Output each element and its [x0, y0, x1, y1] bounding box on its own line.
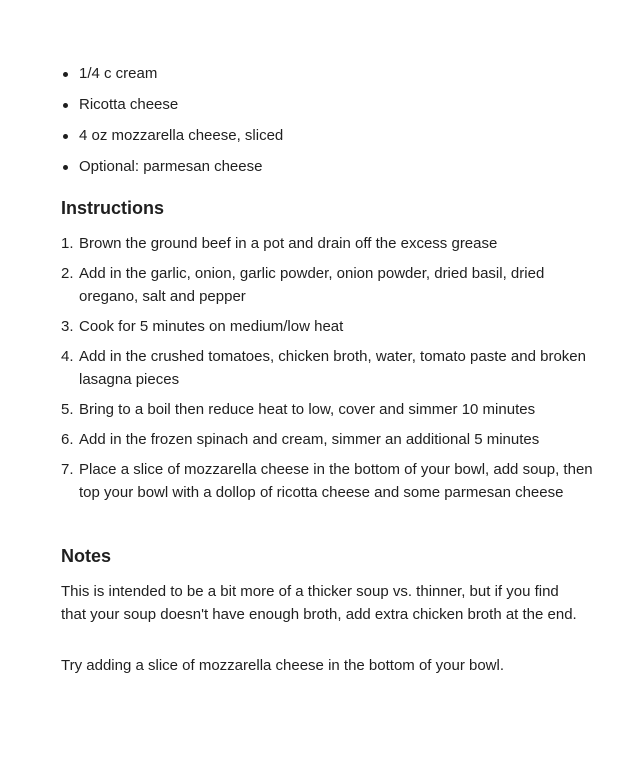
list-item: 4 oz mozzarella cheese, sliced: [61, 126, 283, 146]
list-item: [61, 262, 601, 308]
step-text: Bring to a boil then reduce heat to low, cover and simmer 10 minutes: [79, 401, 536, 418]
step-text: Cook for 5 minutes on medium/low heat: [79, 318, 344, 335]
step-number: 3.: [61, 318, 74, 335]
list-item: [61, 345, 601, 391]
step-number: 2.: [61, 265, 74, 282]
list-item: [61, 398, 601, 421]
instruction-list: [61, 232, 601, 511]
step-number: 7.: [61, 461, 74, 478]
note-paragraph: This is intended to be a bit more of a thicker soup vs. thinner, but if you find that your soup doesn't have enough broth, add extra chicken broth at the end.: [61, 583, 577, 623]
step-number: 5.: [61, 401, 74, 418]
list-item: [61, 458, 601, 504]
ingredient-list: [61, 64, 283, 188]
list-item: [61, 232, 601, 255]
step-text: Place a slice of mozzarella cheese in the bottom of your bowl, add soup, then top your bowl with a dollop of ricotta cheese and some parmesan cheese: [79, 461, 593, 501]
step-text: Add in the garlic, onion, garlic powder, onion powder, dried basil, dried oregano, salt and pepper: [79, 265, 545, 305]
note-paragraph: Try adding a slice of mozzarella cheese in the bottom of your bowl.: [61, 657, 504, 674]
notes-heading: Notes: [61, 546, 112, 566]
list-item: Optional: parmesan cheese: [61, 157, 283, 177]
step-number: 6.: [61, 431, 74, 448]
list-item: [61, 315, 601, 338]
list-item: [61, 428, 601, 451]
step-text: Add in the crushed tomatoes, chicken broth, water, tomato paste and broken lasagna pieces: [79, 348, 586, 388]
step-number: 4.: [61, 348, 74, 365]
list-item: Ricotta cheese: [61, 95, 283, 115]
step-number: 1.: [61, 235, 74, 252]
instructions-heading: Instructions: [61, 198, 165, 218]
step-text: Add in the frozen spinach and cream, simmer an additional 5 minutes: [79, 431, 540, 448]
list-item: 1/4 c cream: [61, 64, 283, 84]
step-text: Brown the ground beef in a pot and drain off the excess grease: [79, 235, 498, 252]
